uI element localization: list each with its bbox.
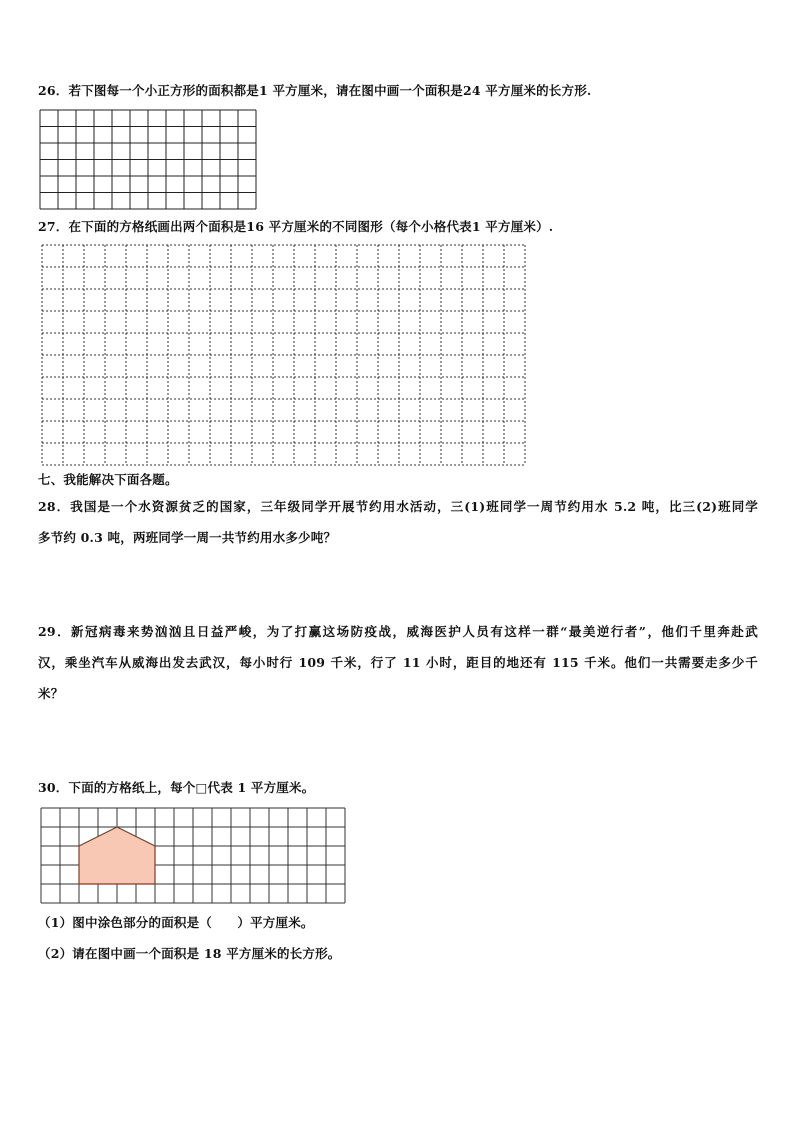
q30-sub2: （2）请在图中画一个面积是 18 平方厘米的长方形。: [38, 946, 341, 961]
q30-sub1: （1）图中涂色部分的面积是（ ）平方厘米。: [38, 915, 314, 930]
q30-grid[interactable]: [41, 808, 347, 904]
q29-line3: 米？: [38, 686, 64, 701]
q29-line2: 汉，乘坐汽车从威海出发去武汉，每小时行 109 千米，行了 11 小时，距目的地还有 115 千米。他们一共需要走多少千: [38, 655, 758, 670]
q26-text: 26．若下图每一个小正方形的面积都是1 平方厘米，请在图中画一个面积是24 平方厘米的长方形.: [38, 83, 592, 98]
section-title: 七、我能解决下面各题。: [38, 472, 178, 487]
q27-dashed-grid[interactable]: [42, 245, 528, 467]
shaded-pentagon: [79, 827, 155, 884]
q28-line2: 多节约 0.3 吨，两班同学一周一共节约用水多少吨？: [38, 530, 337, 545]
q27-text: 27．在下面的方格纸画出两个面积是16 平方厘米的不同图形（每个小格代表1 平方厘米）.: [38, 219, 554, 234]
q26-grid[interactable]: [40, 110, 260, 210]
q29-line1: 29．新冠病毒来势汹汹且日益严峻，为了打赢这场防疫战，威海医护人员有这样一群“最美逆行者”，他们千里奔赴武: [38, 624, 758, 639]
q28-line1: 28．我国是一个水资源贫乏的国家，三年级同学开展节约用水活动，三(1)班同学一周节约用水 5.2 吨，比三(2)班同学: [38, 499, 758, 514]
q30-text: 30．下面的方格纸上，每个□代表 1 平方厘米。: [38, 780, 315, 795]
